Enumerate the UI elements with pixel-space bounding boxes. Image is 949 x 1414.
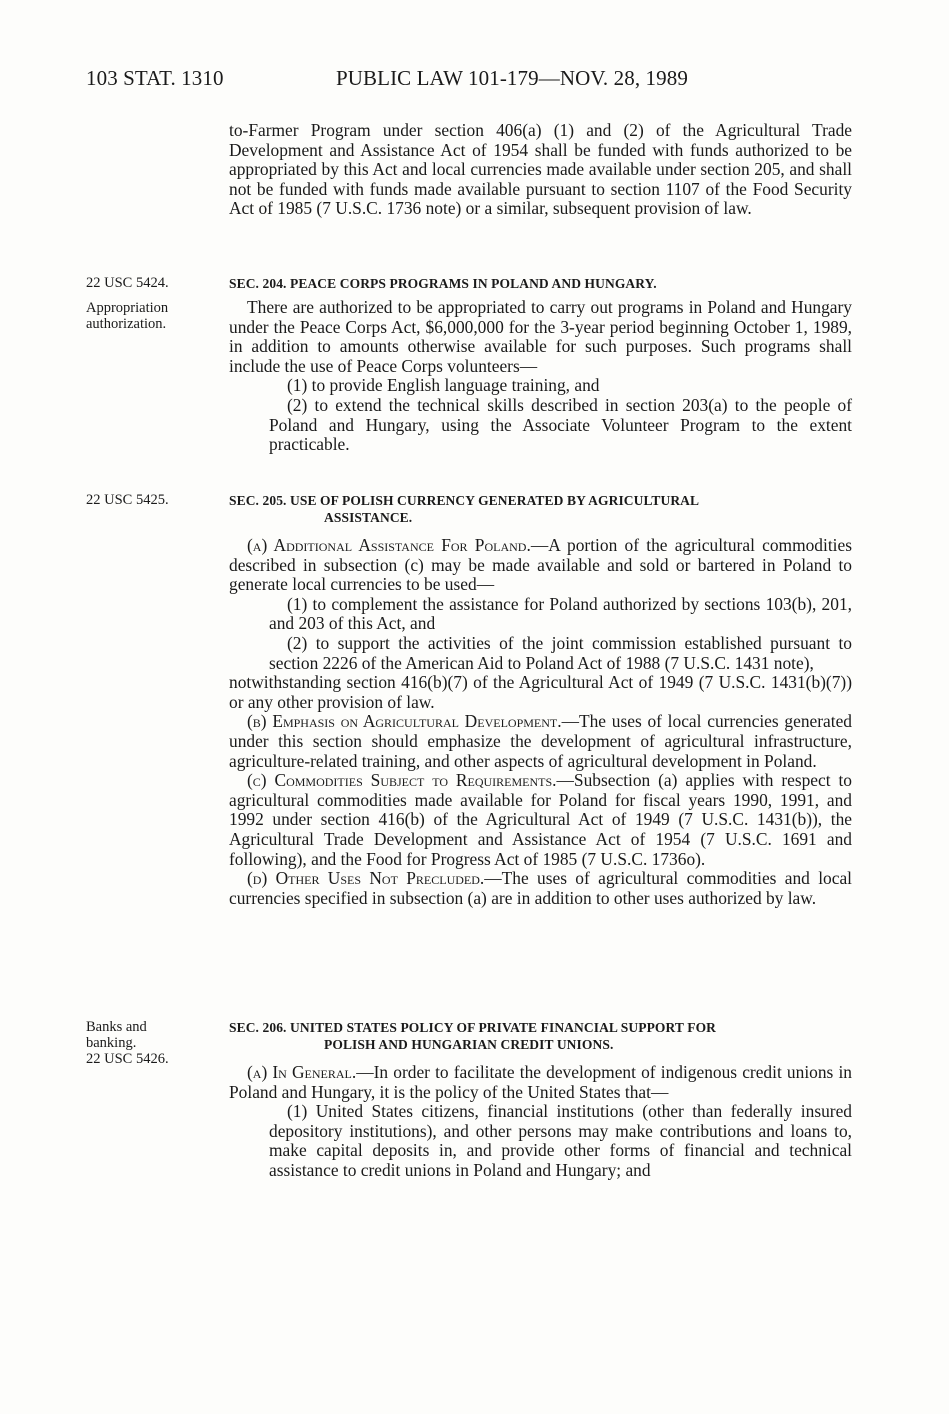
sec-204-body	[229, 298, 852, 455]
margin-note-banks-text: Banks and banking.	[86, 1019, 147, 1051]
sec-205-b-text: —The uses of local currencies generated under this section should emphasize the development of agricultural infrastructure, agriculture-related training, and other aspects of agricultural development in Poland.	[229, 711, 852, 771]
margin-note-banks	[86, 1019, 196, 1067]
sec-206-heading-line-2: POLISH AND HUNGARIAN CREDIT UNIONS.	[324, 1037, 614, 1052]
sec-206-a-label: (a) In General.	[247, 1062, 357, 1082]
sec-205-subsection-a	[229, 536, 852, 595]
sec-205-a-label: (a) Additional Assistance For Poland.	[247, 535, 531, 555]
sec-205-a-item-1: (1) to complement the assistance for Poland authorized by sections 103(b), 201, and 203 of this Act, and	[269, 593, 852, 634]
sec-205-a-text: —A portion of the agricultural commodities described in subsection (c) may be made available and sold or bartered in Poland to generate local currencies to be used—	[229, 535, 852, 595]
sec-206-a-text: —In order to facilitate the development of indigenous credit unions in Poland and Hungary, it is the policy of the United States that—	[229, 1062, 852, 1102]
sec-205-heading-line-1: SEC. 205. USE OF POLISH CURRENCY GENERATED BY AGRICULTURAL	[229, 493, 700, 508]
margin-note-usc-5425: 22 USC 5425.	[86, 492, 169, 508]
sec-206-subsection-a	[229, 1063, 852, 1102]
sec-205-heading	[229, 492, 852, 526]
sec-206-heading	[229, 1019, 852, 1053]
sec-205-heading-line-2: ASSISTANCE.	[324, 510, 413, 525]
sec-206-heading-line-1: SEC. 206. UNITED STATES POLICY OF PRIVATE FINANCIAL SUPPORT FOR	[229, 1020, 717, 1035]
page-number: 103 STAT. 1310	[86, 66, 224, 90]
sec-205-subsection-d	[229, 869, 852, 908]
sec-205-subsection-c	[229, 771, 852, 869]
sec-205-b-label: (b) Emphasis on Agricultural Development.	[247, 711, 562, 732]
margin-note-usc-5426: 22 USC 5426.	[86, 1051, 169, 1067]
sec-205-a-tail: notwithstanding section 416(b)(7) of the Agricultural Act of 1949 (7 U.S.C. 1431(b)(7)) or any other provision of law.	[229, 672, 852, 712]
margin-note-usc-5424: 22 USC 5424.	[86, 275, 169, 291]
law-title: PUBLIC LAW 101-179—NOV. 28, 1989	[336, 66, 688, 90]
continuation-paragraph: to-Farmer Program under section 406(a) (1) and (2) of the Agricultural Trade Development and Assistance Act of 1954 shall be funded with funds authorized to be appropriated by this Act and local currencies made available under section 205, and shall not be funded with funds made available pursuant to section 1107 of the Food Security Act of 1985 (7 U.S.C. 1736 note) or a similar, subsequent provision of law.	[229, 120, 852, 219]
sec-205-c-label: (c) Commodities Subject to Requirements.	[247, 770, 557, 791]
sec-205-a-item-2: (2) to support the activities of the joint commission established pursuant to section 2226 of the American Aid to Poland Act of 1988 (7 U.S.C. 1431 note),	[269, 632, 852, 673]
sec-206-body	[229, 1063, 852, 1181]
margin-note-appropriation: Appropriation authorization.	[86, 300, 169, 332]
sec-206-a-item-1: (1) United States citizens, financial institutions (other than federally insured depository institutions), and other persons may make contributions and loans to, make capital deposits in, and provide other forms of financial and technical assistance to credit unions in Poland and Hungary; and	[269, 1101, 852, 1180]
sec-204-heading: SEC. 204. PEACE CORPS PROGRAMS IN POLAND AND HUNGARY.	[229, 276, 657, 291]
sec-205-d-label: (d) Other Uses Not Precluded.	[247, 868, 485, 889]
continuation-block	[229, 121, 852, 219]
sec-204-item-2: (2) to extend the technical skills described in section 203(a) to the people of Poland and Hungary, using the Associate Volunteer Program to the extent practicable.	[269, 394, 852, 455]
sec-205-c-text: —Subsection (a) applies with respect to agricultural commodities made available for Poland for fiscal years 1990, 1991, and 1992 under section 416(b) of the Agricultural Act of 1949 (7 U.S.C. 1431(b)), the Agricultural Trade Development and Assistance Act of 1954 (7 U.S.C. 1691 and following), and the Food for Progress Act of 1985 (7 U.S.C. 1736o).	[229, 770, 852, 869]
sec-205-subsection-b	[229, 712, 852, 771]
sec-204-item-1: (1) to provide English language training, and	[287, 375, 600, 396]
sec-204-intro: There are authorized to be appropriated to carry out programs in Poland and Hungary under the Peace Corps Act, $6,000,000 for the 3-year period beginning October 1, 1989, in addition to amounts otherwise available for such purposes. Such programs shall include the use of Peace Corps volunteers—	[229, 297, 852, 376]
sec-205-d-text: —The uses of agricultural commodities and local currencies specified in subsection (a) are in addition to other uses authorized by law.	[229, 868, 852, 908]
sec-205-body	[229, 536, 852, 908]
